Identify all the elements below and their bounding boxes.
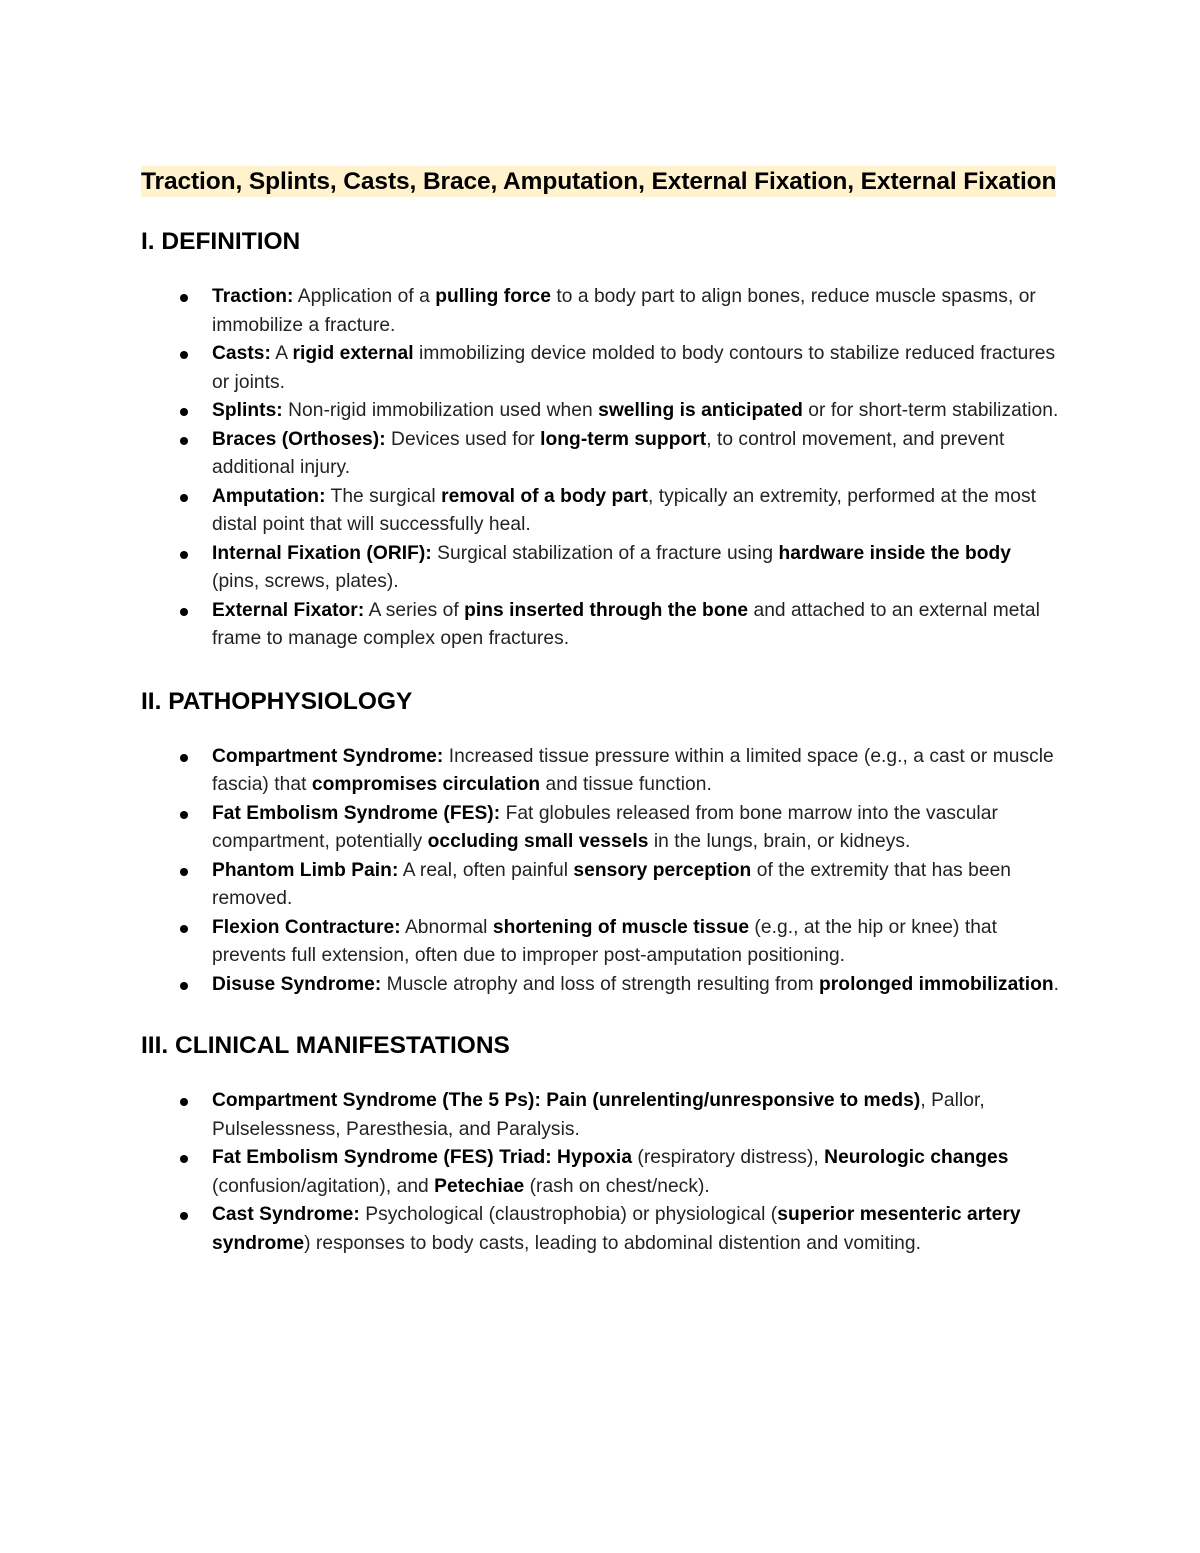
list-item: [212, 540, 1060, 597]
item-text: A: [270, 343, 293, 364]
bold-term: Internal Fixation (ORIF):: [212, 542, 432, 564]
bold-term: Neurologic changes: [824, 1147, 1009, 1168]
item-text: (rash on chest/neck).: [524, 1175, 710, 1197]
bold-term: Fat Embolism Syndrome (FES) Triad: Hypoxia: [212, 1147, 633, 1168]
bullet-icon: [180, 1212, 188, 1220]
bold-term: Disuse Syndrome:: [212, 973, 382, 995]
document-title-text: Traction, Splints, Casts, Brace, Amputation, External Fixation, External Fixation: [141, 168, 1057, 195]
bullet-icon: [180, 868, 188, 876]
bold-term: External Fixator:: [212, 599, 365, 621]
item-text: Surgical stabilization of a fracture using: [431, 542, 779, 564]
bold-term: Flexion Contracture:: [212, 916, 401, 938]
bullet-icon: [180, 437, 188, 445]
item-text: Psychological (claustrophobia) or physiological (: [359, 1204, 778, 1225]
bullet-icon: [180, 925, 188, 933]
bold-term: occluding small vessels: [427, 831, 649, 852]
bold-term: shortening of muscle tissue: [492, 916, 750, 938]
item-text: and attached to an external metal frame to manage complex open fractures.: [212, 599, 1040, 649]
bold-term: Compartment Syndrome:: [212, 745, 444, 767]
bold-term: Phantom Limb Pain:: [212, 859, 399, 881]
item-text: , to control movement, and prevent additional injury.: [212, 428, 1005, 478]
bold-term: superior mesenteric artery syndrome: [212, 1204, 1021, 1254]
bullet-icon: [180, 408, 188, 416]
bold-term: removal of a body part: [441, 485, 648, 507]
item-text: to a body part to align bones, reduce muscle spasms, or immobilize a fracture.: [212, 286, 1036, 336]
bold-term: pins inserted through the bone: [464, 599, 749, 621]
bold-term: hardware inside the body: [778, 542, 1012, 564]
section-heading-pathophysiology: II. PATHOPHYSIOLOGY: [141, 687, 413, 715]
pathophysiology-list: [141, 743, 1060, 1000]
item-text: (respiratory distress),: [632, 1147, 825, 1168]
item-text: A series of: [364, 599, 465, 621]
list-item: [212, 426, 1060, 483]
list-item: [212, 857, 1060, 914]
list-item: [212, 800, 1060, 857]
item-text: or for short-term stabilization.: [802, 400, 1059, 421]
bold-term: Casts:: [212, 343, 271, 364]
item-text: Muscle atrophy and loss of strength resulting from: [381, 973, 820, 995]
item-text: (confusion/agitation), and: [212, 1175, 435, 1197]
item-text: Fat globules released from bone marrow into the vascular compartment, potentially: [212, 802, 998, 852]
bullet-icon: [180, 1098, 188, 1106]
item-text: (e.g., at the hip or knee) that prevents full extension, often due to improper post-amputation positioning.: [212, 916, 998, 966]
list-item: [212, 1144, 1060, 1201]
bold-term: Cast Syndrome:: [212, 1204, 360, 1225]
list-item: [212, 914, 1060, 971]
item-text: immobilizing device molded to body contours to stabilize reduced fractures or joints.: [212, 343, 1056, 393]
bullet-icon: [180, 982, 188, 990]
document-title: [141, 165, 1060, 198]
item-text: , typically an extremity, performed at the most distal point that will successfully heal.: [212, 485, 1036, 535]
bold-term: Petechiae: [434, 1175, 525, 1197]
bullet-icon: [180, 494, 188, 502]
bold-term: rigid external: [292, 343, 414, 364]
list-item: [212, 340, 1060, 397]
section-heading-clinical-manifestations: III. CLINICAL MANIFESTATIONS: [141, 1032, 510, 1059]
bold-term: prolonged immobilization: [819, 973, 1054, 995]
bold-term: Braces (Orthoses):: [212, 428, 386, 450]
bullet-icon: [180, 1155, 188, 1163]
bullet-icon: [180, 608, 188, 616]
bold-term: Compartment Syndrome (The 5 Ps): Pain (unrelenting/unresponsive to meds): [212, 1090, 921, 1111]
bullet-icon: [180, 754, 188, 762]
item-text: Increased tissue pressure within a limited space (e.g., a cast or muscle fascia) that: [212, 745, 1054, 795]
item-text: A real, often painful: [398, 859, 574, 881]
definition-list: [141, 283, 1060, 654]
list-item: [212, 1201, 1060, 1258]
list-item: [212, 283, 1060, 340]
section-heading-definition: I. DEFINITION: [141, 228, 301, 255]
bold-term: Splints:: [212, 400, 283, 421]
bold-term: Traction:: [212, 286, 294, 307]
list-item: [212, 397, 1060, 426]
list-item: [212, 597, 1060, 654]
item-text: Application of a: [293, 286, 436, 307]
item-text: The surgical: [325, 485, 442, 507]
clinical-manifestations-list: [141, 1087, 1060, 1258]
bullet-icon: [180, 811, 188, 819]
item-text: ) responses to body casts, leading to abdominal distention and vomiting.: [304, 1232, 922, 1254]
item-text: and tissue function.: [540, 774, 712, 795]
bullet-icon: [180, 351, 188, 359]
bold-term: Amputation:: [212, 485, 326, 507]
item-text: Non-rigid immobilization used when: [282, 400, 599, 421]
list-item: [212, 743, 1060, 800]
item-text: .: [1053, 973, 1060, 995]
bullet-icon: [180, 551, 188, 559]
item-text: (pins, screws, plates).: [212, 571, 399, 592]
bold-term: Fat Embolism Syndrome (FES):: [212, 802, 501, 824]
bold-term: sensory perception: [573, 859, 752, 881]
bullet-icon: [180, 294, 188, 302]
item-text: , Pallor, Pulselessness, Paresthesia, and Paralysis.: [212, 1090, 985, 1140]
list-item: [212, 971, 1060, 1000]
bold-term: pulling force: [435, 286, 551, 307]
list-item: [212, 483, 1060, 540]
list-item: [212, 1087, 1060, 1144]
item-text: of the extremity that has been removed.: [212, 859, 1012, 909]
item-text: Abnormal: [400, 916, 493, 938]
bold-term: long-term support: [540, 428, 707, 450]
item-text: in the lungs, brain, or kidneys.: [648, 831, 911, 852]
bold-term: compromises circulation: [311, 774, 541, 795]
item-text: Devices used for: [385, 428, 541, 450]
bold-term: swelling is anticipated: [598, 400, 803, 421]
